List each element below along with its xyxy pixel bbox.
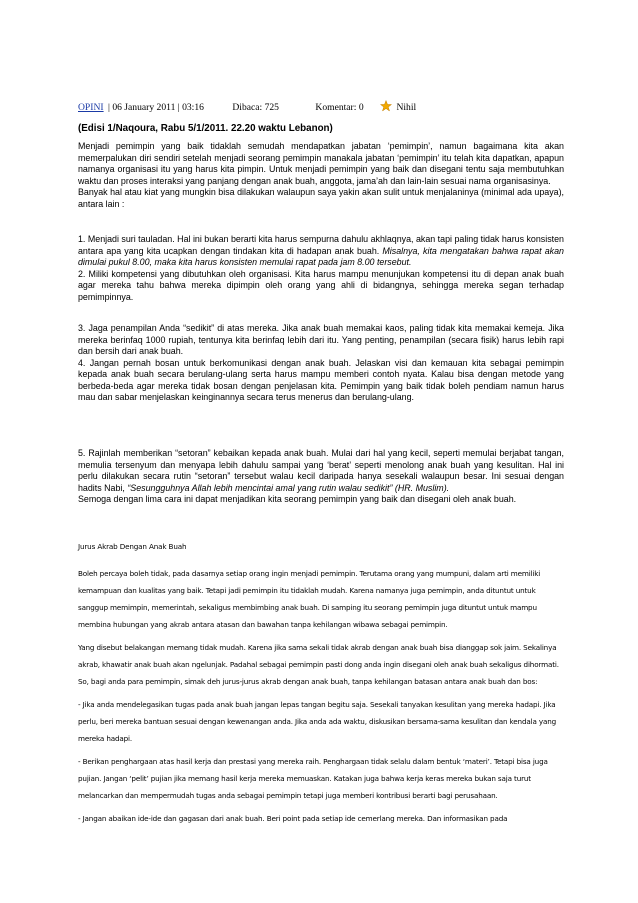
- jurus-paragraph-4: - Berikan penghargaan atas hasil kerja dan prestasi yang mereka raih. Penghargaan tidak selalu dalam bentuk ‘materi’. Tetapi bisa juga pujian. Jangan ‘pelit’ pujian jika memang hasil kerja mereka memuaskan. Katakan juga bahwa kerja keras mereka bukan saja turut melancarkan dan mempermudah tugas anda sebagai pemimpin tetapi juga memberi kontribusi berarti bagi perusahaan.: [78, 757, 548, 800]
- points-block-a: [78, 234, 564, 303]
- points-block-c: [78, 448, 564, 506]
- edition-line: (Edisi 1/Naqoura, Rabu 5/1/2011. 22.20 waktu Lebanon): [78, 123, 333, 134]
- intro-paragraph-2: Banyak hal atau kiat yang mungkin bisa dilakukan walaupun saya yakin akan sulit untuk menjalaninya (minimal ada upaya), antara lain :: [78, 187, 564, 209]
- closing-line: Semoga dengan lima cara ini dapat menjadikan kita seorang pemimpin yang baik dan disegani oleh anak buah.: [78, 494, 517, 504]
- point-1-text: 1. Menjadi suri tauladan. Hal ini bukan berarti kita harus sempurna dahulu akhlaqnya, akan tapi paling tidak harus konsisten antara apa yang kita ucapkan dengan tindakan kita di hadapan anak buah.: [78, 234, 564, 256]
- points-block-b: [78, 323, 564, 404]
- category-link[interactable]: OPINI: [78, 102, 104, 113]
- comment-count: Komentar: 0: [315, 102, 364, 113]
- jurus-paragraph-1: Boleh percaya boleh tidak, pada dasarnya setiap orang ingin menjadi pemimpin. Terutama orang yang mumpuni, dalam arti memiliki kemampuan dan kualitas yang baik. Tetapi jadi pemimpin itu tidaklah mudah. Karena namanya juga pemimpin, anda dituntut untuk sanggup memimpin, memerintah, sekaligus membimbing anak buah. Di samping itu seorang pemimpin juga dituntut untuk mampu membina hubungan yang akrab antara atasan dan bawahan tanpa kehilangan wibawa sebagai pemimpin.: [78, 569, 541, 629]
- point-5: [78, 448, 564, 494]
- point-2: 2. Miliki kompetensi yang dibutuhkan oleh organisasi. Kita harus mampu menunjukan kompetensi itu di depan anak buah agar mereka tahu bahwa mereka dipimpin oleh orang yang ahli di bidangnya, sehingga mereka segan terhadap pemimpinnya.: [78, 268, 564, 302]
- point-5-text: 5. Rajinlah memberikan “setoran” kebaikan kepada anak buah. Mulai dari hal yang kecil, seperti memulai berjabat tangan, memulia tersenyum dan menyapa lebih dahulu sampai yang ‘berat’ seperti menolong anak buah yang kesulitan. Hal ini perlu dilakukan secara rutin “setoran” tersebut walau kecil daripada hanya sesekali walaupun besar. Ini sesuai dengan hadits Nabi,: [78, 448, 564, 493]
- point-1-example: Misalnya, kita mengatakan bahwa rapat akan dimulai pukul 8.00, maka kita harus konsisten memulai rapat pada jam 8.00 tersebut.: [78, 245, 564, 267]
- jurus-paragraph-3: - Jika anda mendelegasikan tugas pada anak buah jangan lepas tangan begitu saja. Sesekali tanyakan kesulitan yang mereka hadapi. Jika perlu, beri mereka bantuan sesuai dengan kewenangan anda. Jika anda ada waktu, diskusikan bersama-sama kesulitan dan kendala yang mereka hadapi.: [78, 700, 557, 743]
- point-4: 4. Jangan pernah bosan untuk berkomunikasi dengan anak buah. Jelaskan visi dan kemauan kita sebagai pemimpin kepada anak buah secara berulang-ulang serta harus mampu memberi contoh nyata. Kalau bisa dengan metode yang berbeda-beda agar mereka tidak bosan dengan penjelasan kita. Pemimpin yang baik tidak boleh pendiam namun harus mau dan sabar menjelaskan keinginannya secara terus menerus dan berulang-ulang.: [78, 357, 564, 402]
- intro-paragraph-1: Menjadi pemimpin yang baik tidaklah semudah mendapatkan jabatan ‘pemimpin’, namun bagaimana kita akan memerpalukan diri sendiri setelah menjadi seorang pemimpin manakala jabatan ‘pemimpin’ itu telah kita dapatkan, apapun namanya organisasi itu yang harus kita pimpin. Untuk menjadi pemimpin yang baik dan disegani tentu saja membutuhkan waktu dan proses interaksi yang panjang dengan anak buah, anggota, jama’ah dan lain-lain sesuai nama organisasinya.: [78, 141, 564, 186]
- point-1: [78, 234, 564, 269]
- article-meta: [78, 100, 564, 113]
- point-3: 3. Jaga penampilan Anda “sedikit” di atas mereka. Jika anak buah memakai kaos, paling tidak kita memakai kemeja. Jika mereka berinfaq 1000 rupiah, tentunya kita berinfaq lebih dari itu. Yang penting, penampilan (secara fisik) harus lebih rapi dan bersih dari anak buah.: [78, 323, 564, 356]
- view-count: Dibaca: 725: [232, 102, 279, 113]
- section-title: Jurus Akrab Dengan Anak Buah: [78, 542, 187, 551]
- point-5-hadith: “Sesungguhnya Allah lebih mencintai amal yang rutin walau sedikit” (HR. Muslim).: [127, 482, 450, 493]
- star-icon: [380, 100, 392, 112]
- jurus-paragraph-2: Yang disebut belakangan memang tidak mudah. Karena jika sama sekali tidak akrab dengan anak buah bisa dianggap sok jaim. Sekalinya akrab, khawatir anak buah akan ngelunjak. Padahal sebagai pemimpin pasti dong anda ingin disegani oleh anak buah sekaligus dihormati. So, bagi anda para pemimpin, simak deh jurus-jurus akrab dengan anak buah, tanpa kehilangan batasan antara anak buah dan bos:: [78, 643, 559, 686]
- rating-label: Nihil: [396, 102, 417, 113]
- article-datetime: | 06 January 2011 | 03:16: [108, 102, 204, 113]
- jurus-section: [78, 538, 564, 833]
- intro-section: [78, 141, 564, 210]
- jurus-paragraph-5: - Jangan abaikan ide-ide dan gagasan dari anak buah. Beri point pada setiap ide cemerlang mereka. Dan informasikan pada: [78, 814, 508, 823]
